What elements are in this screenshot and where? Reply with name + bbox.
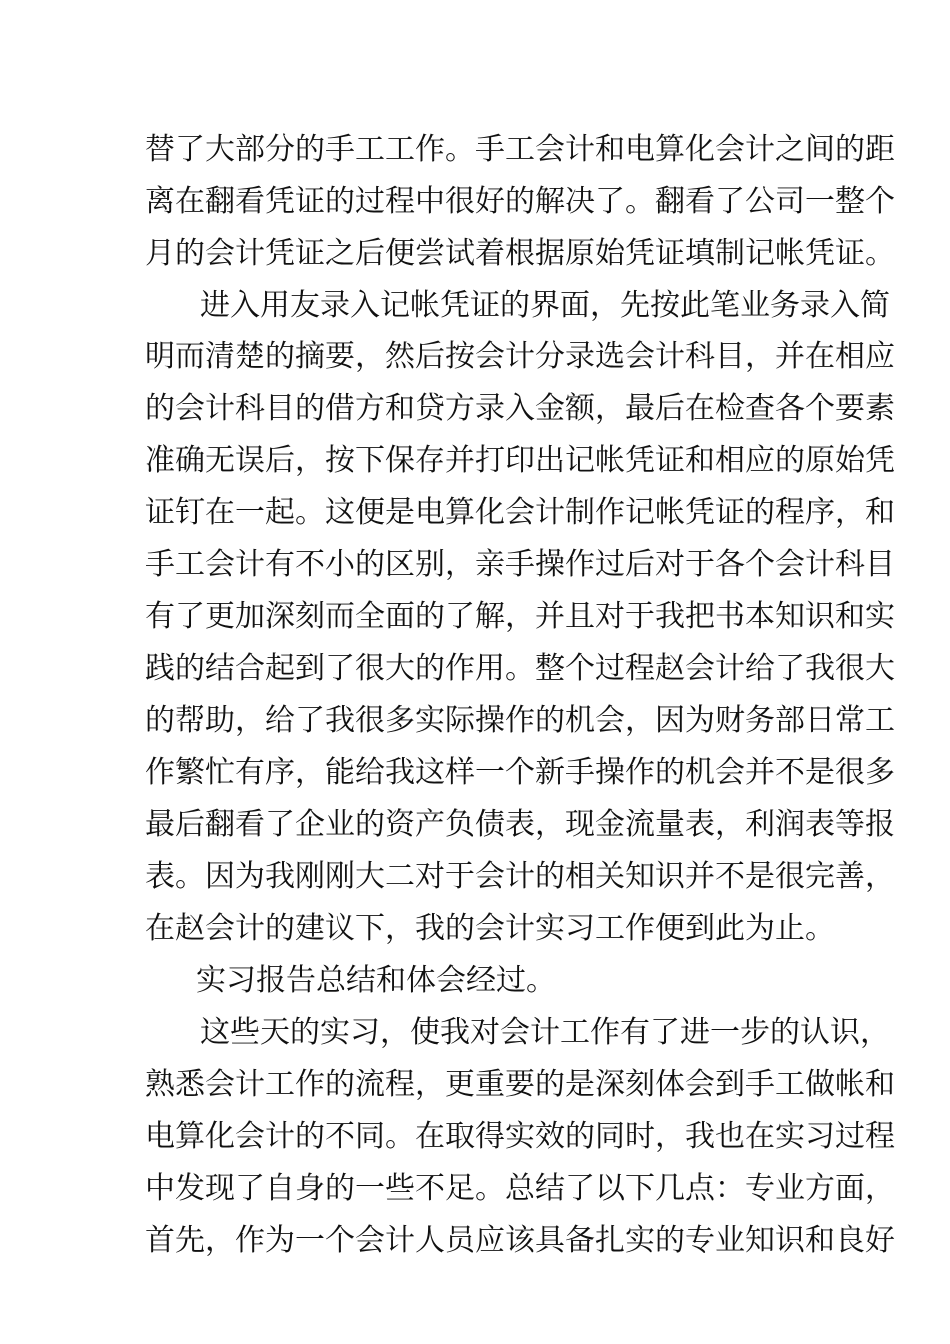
text-line: 中发现了自身的一些不足。总结了以下几点：专业方面， [145,1171,895,1206]
text-line: 手工会计有不小的区别，亲手操作过后对于各个会计科目 [145,547,895,582]
text-line: 首先，作为一个会计人员应该具备扎实的专业知识和良好 [145,1223,895,1258]
text-line: 的会计科目的借方和贷方录入金额，最后在检查各个要素 [145,391,895,426]
text-line: 证钉在一起。这便是电算化会计制作记帐凭证的程序，和 [145,495,895,530]
text-line: 在赵会计的建议下，我的会计实习工作便到此为止。 [145,911,835,946]
text-line: 离在翻看凭证的过程中很好的解决了。翻看了公司一整个 [145,184,895,219]
text-line: 明而清楚的摘要，然后按会计分录选会计科目，并在相应 [145,339,895,374]
paragraph-start-line: 进入用友录入记帐凭证的界面，先按此笔业务录入简 [200,288,890,323]
section-heading-line: 实习报告总结和体会经过。 [196,963,556,998]
text-line: 的帮助，给了我很多实际操作的机会，因为财务部日常工 [145,703,895,738]
text-line: 最后翻看了企业的资产负债表，现金流量表，利润表等报 [145,807,895,842]
paragraph-start-line: 这些天的实习，使我对会计工作有了进一步的认识， [200,1015,890,1050]
text-line: 有了更加深刻而全面的了解，并且对于我把书本知识和实 [145,599,895,634]
text-line: 替了大部分的手工工作。手工会计和电算化会计之间的距 [145,132,895,167]
text-line: 准确无误后，按下保存并打印出记帐凭证和相应的原始凭 [145,443,895,478]
text-line: 电算化会计的不同。在取得实效的同时，我也在实习过程 [145,1119,895,1154]
text-line: 作繁忙有序，能给我这样一个新手操作的机会并不是很多 [145,755,895,790]
text-line: 熟悉会计工作的流程，更重要的是深刻体会到手工做帐和 [145,1067,895,1102]
text-line: 践的结合起到了很大的作用。整个过程赵会计给了我很大 [145,651,895,686]
text-line: 月的会计凭证之后便尝试着根据原始凭证填制记帐凭证。 [145,236,895,271]
text-line: 表。因为我刚刚大二对于会计的相关知识并不是很完善， [145,859,895,894]
